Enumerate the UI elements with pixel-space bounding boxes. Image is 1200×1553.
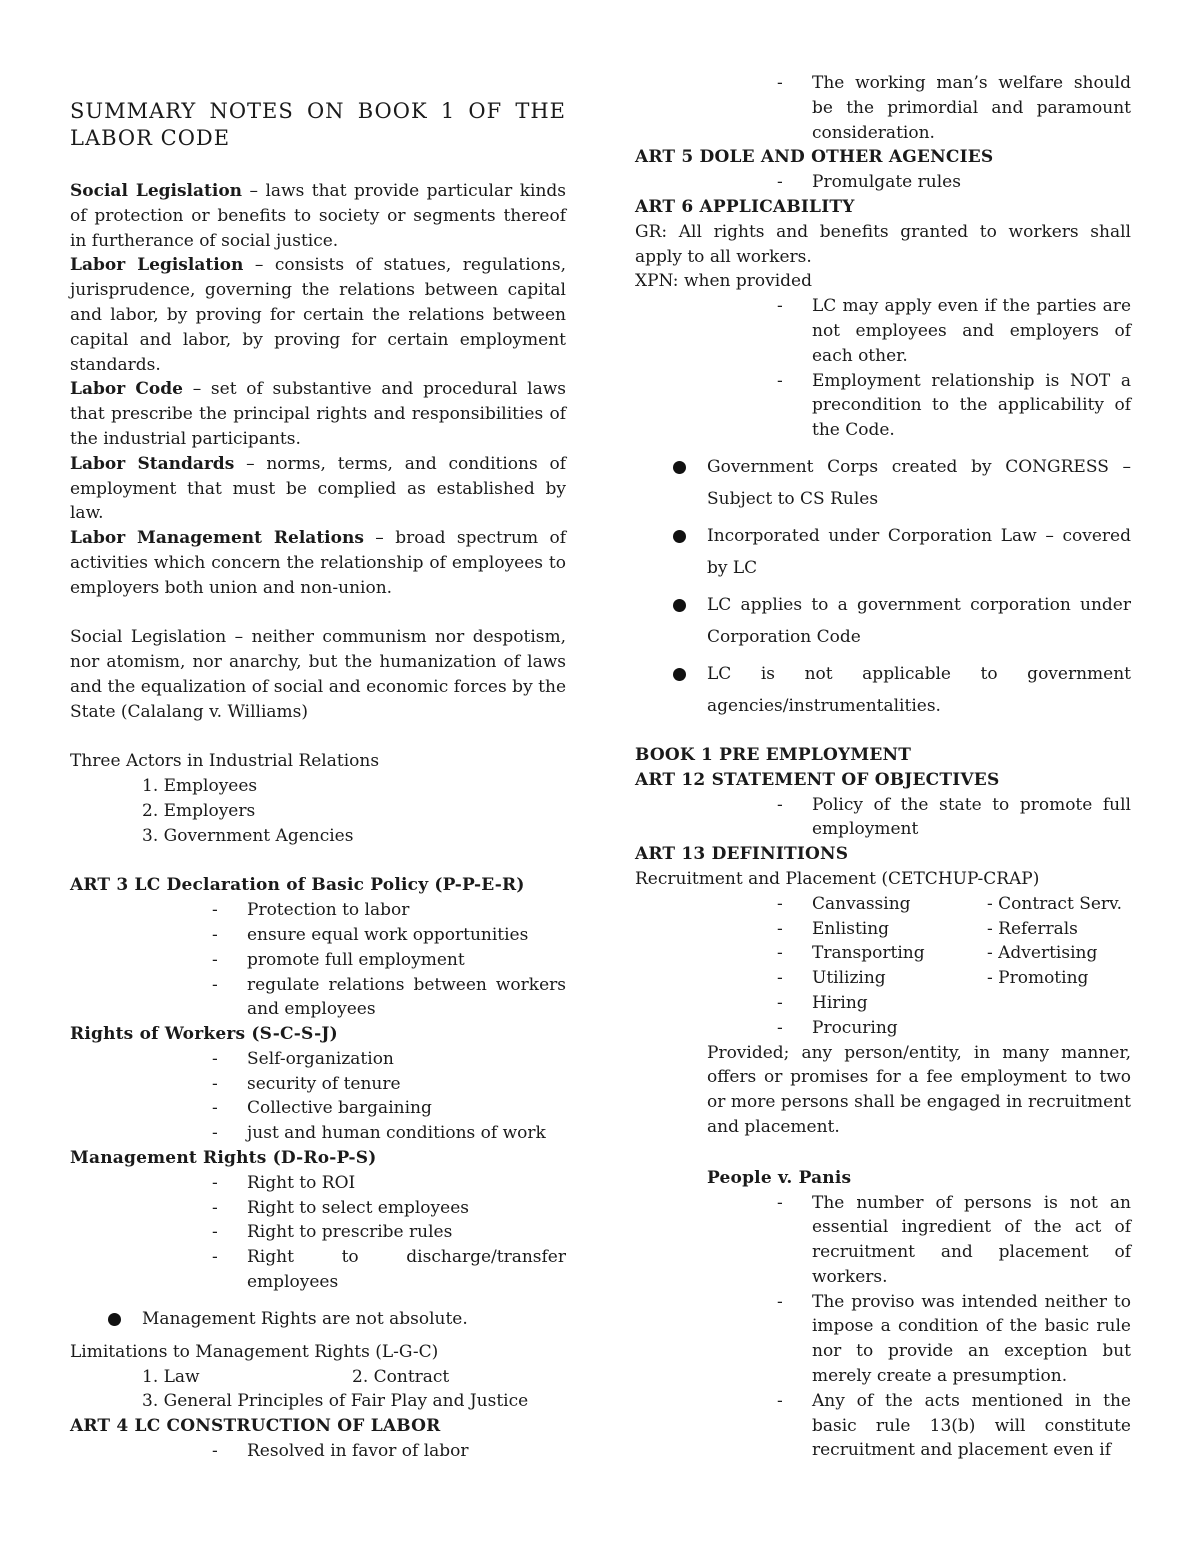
list-item: - Procuring	[777, 1017, 898, 1038]
art13-heading: ART 13 DEFINITIONS	[635, 844, 849, 865]
proviso-paragraph: Provided; any person/entity, in many manner, offers or promises for a fee employment to two or more persons shall be engaged in recruitment and placement.	[707, 1042, 1131, 1137]
art6-list	[635, 294, 1131, 443]
list-item: - Utilizing - Promoting	[777, 968, 1089, 989]
term: Labor Management Relations	[70, 528, 364, 549]
list-item: - Policy of the state to promote full employment	[777, 794, 1131, 840]
list-item: - promote full employment	[212, 949, 465, 970]
list-item: Government Corps created by CONGRESS – Subject to CS Rules	[635, 451, 1131, 515]
list-item: 3. Government Agencies	[142, 825, 354, 846]
definitions	[70, 179, 566, 601]
term: Labor Standards	[70, 453, 235, 474]
list-item: LC is not applicable to government agencies/instrumentalities.	[635, 658, 1131, 722]
term: Labor Code	[70, 379, 183, 400]
limitations-heading: Limitations to Management Rights (L-G-C)	[70, 1341, 439, 1362]
actors-list	[70, 774, 566, 848]
list-item: LC applies to a government corporation under Corporation Code	[635, 589, 1131, 653]
panis-list	[635, 1191, 1131, 1464]
list-item: 2. Employers	[142, 800, 256, 821]
list-item: - ensure equal work opportunities	[212, 924, 529, 945]
list-item: - Right to prescribe rules	[212, 1222, 453, 1243]
definition-text: – laws that provide particular kinds of protection or benefits to society or segments thereof in furtherance of social justice.	[70, 181, 567, 251]
art12-list	[635, 793, 1131, 843]
art4-heading: ART 4 LC CONSTRUCTION OF LABOR	[70, 1416, 441, 1437]
calalang-paragraph: Social Legislation – neither communism nor despotism, nor atomism, nor anarchy, but the humanization of laws and the equalization of social and economic forces by the State (Calalang v. Williams)	[70, 627, 566, 722]
list-item: - Right to ROI	[212, 1172, 356, 1193]
list-item: - Employment relationship is NOT a precondition to the applicability of the Code.	[777, 370, 1131, 441]
list-item: - Right to select employees	[212, 1197, 469, 1218]
art4-list-b	[635, 71, 1131, 145]
definition-text: – broad spectrum of activities which concern the relationship of employees to employers both union and non-union.	[70, 528, 566, 598]
list-item: - Transporting - Advertising	[777, 943, 1098, 964]
actors-heading: Three Actors in Industrial Relations	[70, 751, 380, 772]
art5-heading: ART 5 DOLE AND OTHER AGENCIES	[635, 147, 994, 168]
list-item: 1. Employees	[142, 776, 258, 797]
management-heading: Management Rights (D-Ro-P-S)	[70, 1148, 377, 1169]
term: Labor Legislation	[70, 255, 244, 276]
art5-list	[635, 170, 1131, 195]
list-item: - security of tenure	[212, 1073, 401, 1094]
list-item: 3. General Principles of Fair Play and Justice	[142, 1391, 529, 1412]
list-item: 1. Law	[142, 1366, 200, 1387]
management-list	[70, 1171, 566, 1295]
art6-gr: GR: All rights and benefits granted to workers shall apply to all workers.	[635, 221, 1131, 267]
bullet-icon	[673, 461, 686, 474]
book1-heading: BOOK 1 PRE EMPLOYMENT	[635, 744, 912, 765]
art6-xpn: XPN: when provided	[635, 271, 812, 292]
art6-bullets	[635, 451, 1131, 722]
list-item: - just and human conditions of work	[212, 1123, 546, 1144]
list-item: - Canvassing - Contract Serv.	[777, 893, 1123, 914]
art3-list	[70, 898, 566, 1022]
definition-labor-standards	[70, 452, 566, 526]
bullet-icon	[673, 530, 686, 543]
definition-text: – norms, terms, and conditions of employment that must be complied as established by law.	[70, 453, 566, 524]
bullet-icon	[673, 599, 686, 612]
list-item: - Enlisting - Referrals	[777, 918, 1078, 939]
list-item: - Resolved in favor of labor	[212, 1441, 469, 1462]
right-column	[635, 71, 1131, 1463]
list-item: Incorporated under Corporation Law – covered by LC	[635, 520, 1131, 584]
workers-heading: Rights of Workers (S-C-S-J)	[70, 1024, 338, 1045]
bullet-icon	[673, 668, 686, 681]
list-item: - Any of the acts mentioned in the basic rule 13(b) will constitute recruitment and placement even if	[777, 1390, 1131, 1461]
recruitment-heading: Recruitment and Placement (CETCHUP-CRAP)	[635, 868, 1040, 889]
art6-heading: ART 6 APPLICABILITY	[635, 196, 855, 217]
limitations-row	[70, 1365, 566, 1390]
list-item: - Protection to labor	[212, 900, 410, 921]
art3-heading: ART 3 LC Declaration of Basic Policy (P-P-E-R)	[70, 875, 525, 896]
definition-labor-management-relations	[70, 526, 566, 600]
list-item: - Hiring	[777, 992, 868, 1013]
definition-text: – set of substantive and procedural laws that prescribe the principal rights and responsibilities of the industrial participants.	[70, 379, 566, 449]
definition-labor-code	[70, 377, 566, 451]
list-item: - The number of persons is not an essential ingredient of the act of recruitment and placement of workers.	[777, 1192, 1131, 1287]
bullet-icon	[108, 1313, 121, 1326]
recruitment-acts	[635, 892, 1131, 1041]
definition-text: – consists of statues, regulations, jurisprudence, governing the relations between capital and labor, by proving for certain the relations between capital and labor, by proving for certain employment standards.	[70, 255, 566, 375]
document-title: SUMMARY NOTES ON BOOK 1 OF THE LABOR CODE	[70, 99, 566, 150]
management-bullets	[70, 1303, 566, 1335]
list-item: - Self-organization	[212, 1048, 394, 1069]
list-item: - The proviso was intended neither to impose a condition of the basic rule nor to provide an exception but merely create a presumption.	[777, 1291, 1131, 1387]
list-item: - regulate relations between workers and employees	[212, 974, 566, 1020]
definition-social-legislation	[70, 179, 566, 253]
panis-heading: People v. Panis	[707, 1167, 852, 1188]
list-item: - The working man’s welfare should be the primordial and paramount consideration.	[777, 73, 1131, 143]
term: Social Legislation	[70, 181, 243, 201]
list-item: Management Rights are not absolute.	[70, 1303, 566, 1335]
list-item: - LC may apply even if the parties are not employees and employers of each other.	[777, 296, 1131, 366]
art4-list-a	[70, 1439, 566, 1464]
workers-list	[70, 1047, 566, 1146]
definition-labor-legislation	[70, 253, 566, 377]
art12-heading: ART 12 STATEMENT OF OBJECTIVES	[635, 769, 1000, 790]
list-item: - Right to discharge/transfer employees	[212, 1247, 566, 1293]
list-item: - Collective bargaining	[212, 1098, 432, 1119]
list-item: - Promulgate rules	[777, 172, 961, 193]
list-item: 2. Contract	[352, 1366, 450, 1387]
left-column	[70, 98, 566, 1464]
